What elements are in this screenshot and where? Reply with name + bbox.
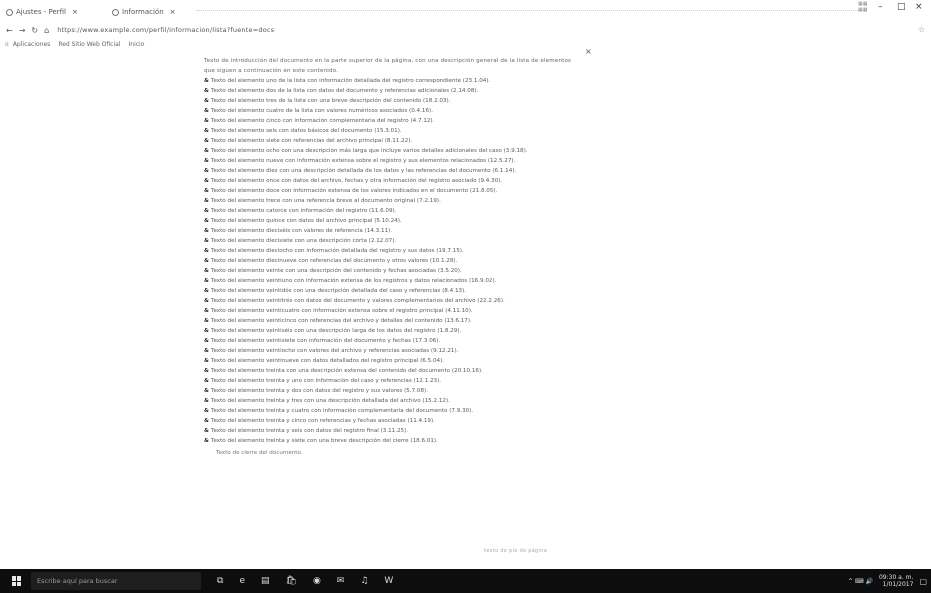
list-item-text: Texto del elemento doce con información extensa de los valores indicados en el documento (21.8.05). [211, 188, 498, 194]
task-view-icon[interactable]: ⧉ [217, 576, 224, 586]
clock-date: 1/01/2017 [882, 581, 914, 588]
list-bullet: & [204, 198, 209, 204]
list-item-text: Texto del elemento treinta y cuatro con información complementaria del documento (7.9.30). [211, 408, 474, 414]
list-item-text: Texto del elemento diecisiete con una descripción corta (2.12.07). [211, 238, 397, 244]
tab-favicon-icon [112, 9, 119, 16]
back-icon[interactable]: ← [6, 25, 13, 35]
address-bar [0, 22, 931, 38]
list-item-text: Texto del elemento quince con datos del archivo principal (5.10.24). [211, 218, 402, 224]
list-bullet: & [204, 418, 209, 424]
list-item [204, 86, 584, 96]
list-item [204, 246, 584, 256]
list-item [204, 226, 584, 236]
footer-note: texto de pie de página [484, 548, 548, 554]
list-item [204, 136, 584, 146]
list-bullet: & [204, 298, 209, 304]
list-bullet: & [204, 258, 209, 264]
list-item-text: Texto del elemento treinta y siete con una breve descripción del cierre (18.6.01). [211, 438, 438, 444]
list-item [204, 256, 584, 266]
system-tray [848, 569, 927, 593]
list-item-text: Texto del elemento tres de la lista con una breve descripción del contenido (18.2.03). [211, 98, 451, 104]
list-item [204, 116, 584, 126]
list-item-text: Texto del elemento trece con una referencia breve al documento original (7.2.19). [211, 198, 441, 204]
list-bullet: & [204, 158, 209, 164]
list-item-text: Texto del elemento catorce con información del registro (11.6.09). [211, 208, 397, 214]
list-item-text: Texto del elemento diecinueve con referencias del documento y otros valores (10.1.28). [211, 258, 458, 264]
list-item-text: Texto del elemento nueve con información extensa sobre el registro y sus elementos relacionados (12.5.27). [211, 158, 516, 164]
list-item-text: Texto del elemento treinta y cinco con referencias y fechas asociadas (11.4.19). [211, 418, 435, 424]
list-item-text: Texto del elemento veinticuatro con información extensa sobre el registro principal (4.11.10). [211, 308, 473, 314]
tab-title: Ajustes - Perfil [16, 8, 67, 16]
list-bullet: & [204, 358, 209, 364]
list-bullet: & [204, 168, 209, 174]
list-item [204, 196, 584, 206]
bookmark-site[interactable]: Red Sitio Web Oficial [58, 40, 121, 48]
tab-favicon-icon [6, 9, 13, 16]
forward-icon[interactable]: → [18, 25, 26, 35]
list-bullet: & [204, 288, 209, 294]
list-item-text: Texto del elemento veintisiete con información del documento y fechas (17.3.06). [211, 338, 441, 344]
list-item [204, 336, 584, 346]
list-bullet: & [204, 278, 209, 284]
list-item-text: Texto del elemento dieciocho con información detallada del registro y sus datos (19.7.15). [211, 248, 464, 254]
list-bullet: & [204, 148, 209, 154]
list-item [204, 76, 584, 86]
reload-icon[interactable]: ↻ [31, 25, 39, 35]
list-item-text: Texto del elemento siete con referencias del archivo principal (8.11.22). [211, 138, 413, 144]
clock[interactable] [879, 574, 913, 588]
browser-tab-bar [0, 0, 931, 22]
list-item [204, 416, 584, 426]
list-item-text: Texto del elemento dos de la lista con datos del documento y referencias adicionales (2.14.08). [211, 88, 479, 94]
list-item [204, 96, 584, 106]
list-item [204, 296, 584, 306]
edge-icon[interactable]: e [239, 576, 245, 586]
list-item [204, 346, 584, 356]
list-bullet: & [204, 398, 209, 404]
minimize-button[interactable]: – [878, 2, 883, 12]
list-item-text: Texto del elemento seis con datos básicos del documento (15.3.01). [211, 128, 402, 134]
list-bullet: & [204, 98, 209, 104]
list-item-text: Texto del elemento veintinueve con datos detallados del registro principal (6.5.04). [211, 358, 445, 364]
list-bullet: & [204, 208, 209, 214]
bookmark-star-icon[interactable]: ☆ [918, 25, 926, 34]
list-bullet: & [204, 248, 209, 254]
list-bullet: & [204, 238, 209, 244]
list-bullet: & [204, 118, 209, 124]
list-item [204, 286, 584, 296]
list-item-text: Texto del elemento dieciséis con valores de referencia (14.3.11). [211, 228, 393, 234]
store-icon[interactable]: 🛍 [285, 576, 297, 586]
word-icon[interactable]: W [384, 576, 394, 586]
list-item [204, 376, 584, 386]
list-item [204, 206, 584, 216]
list-item [204, 186, 584, 196]
list-item-text: Texto del elemento once con datos del archivo, fechas y otra información del registro asociado (9.4.30). [211, 178, 503, 184]
tab-info[interactable] [112, 4, 208, 20]
tab-title: Información [122, 8, 164, 16]
mail-icon[interactable]: ✉ [336, 576, 345, 586]
list-item-text: Texto del elemento veintidós con una descripción detallada del caso y referencias (8.4.13). [211, 288, 467, 294]
list-item-text: Texto del elemento cinco con información complementaria del registro (4.7.12). [211, 118, 435, 124]
list-bullet: & [204, 128, 209, 134]
list-item-text: Texto del elemento veintitrés con datos del documento y valores complementarios del archivo (22.2.26). [211, 298, 505, 304]
list-item-text: Texto del elemento veintiocho con valores del archivo y referencias asociadas (9.12.21). [211, 348, 459, 354]
taskbar-search-input[interactable]: Escribe aquí para buscar [31, 572, 201, 590]
list-item-text: Texto del elemento treinta y uno con información del caso y referencias (12.1.23). [211, 378, 442, 384]
bookmark-apps[interactable]: Aplicaciones [12, 40, 51, 48]
list-item [204, 236, 584, 246]
list-item [204, 146, 584, 156]
list-item-text: Texto del elemento veintiuno con información extensa de los registros y datos relacionados (16.9.02). [211, 278, 497, 284]
windows-start-icon[interactable] [12, 576, 22, 586]
list-bullet: & [204, 138, 209, 144]
list-item [204, 306, 584, 316]
list-bullet: & [204, 428, 209, 434]
list-bullet: & [204, 438, 209, 444]
list-item-text: Texto del elemento uno de la lista con información detallada del registro correspondiente (23.1.04). [211, 78, 491, 84]
list-item-text: Texto del elemento veintiséis con una descripción larga de los datos del registro (1.8.29). [211, 328, 462, 334]
list-bullet: & [204, 378, 209, 384]
tab-strip-divider [196, 10, 866, 11]
taskbar [0, 569, 931, 593]
list-item [204, 366, 584, 376]
list-item-text: Texto del elemento veinte con una descripción del contenido y fechas asociadas (3.5.20). [211, 268, 462, 274]
list-item [204, 166, 584, 176]
notifications-icon[interactable]: ▢ [919, 576, 927, 586]
url-field[interactable]: https://www.example.com/perfil/informacion/lista?fuente=docs [57, 26, 275, 34]
list-bullet: & [204, 308, 209, 314]
list-bullet: & [204, 188, 209, 194]
list-bullet: & [204, 218, 209, 224]
list-bullet: & [204, 78, 209, 84]
bookmark-home[interactable]: Inicio [128, 40, 145, 48]
list-item-text: Texto del elemento treinta con una descripción extensa del contenido del documento (20.10.16). [211, 368, 483, 374]
list-bullet: & [204, 348, 209, 354]
list-bullet: & [204, 388, 209, 394]
list-bullet: & [204, 368, 209, 374]
clock-time: 09:30 a. m. [878, 574, 914, 581]
closing-line: Texto de cierre del documento. [216, 450, 303, 456]
list-item-text: Texto del elemento treinta y tres con una descripción detallada del archivo (15.2.12). [211, 398, 450, 404]
item-list [204, 76, 584, 446]
list-item [204, 396, 584, 406]
list-bullet: & [204, 268, 209, 274]
tray-icons[interactable]: ^ ⌨ 🔊 [848, 577, 873, 585]
list-item [204, 356, 584, 366]
close-window-button[interactable]: × [915, 2, 923, 12]
list-item-text: Texto del elemento treinta y dos con datos del registro y sus valores (5.7.08). [211, 388, 429, 394]
intro-paragraph: Texto de introducción del documento en la parte superior de la página, con una descripción general de la lista de elementos que siguen a continuación en este contenido. [204, 58, 572, 74]
list-item [204, 326, 584, 336]
bookmarks-bar [0, 38, 931, 50]
home-icon[interactable]: ⌂ [44, 25, 50, 35]
list-bullet: & [204, 328, 209, 334]
list-item [204, 176, 584, 186]
document-content [204, 56, 584, 458]
list-bullet: & [204, 338, 209, 344]
list-bullet: & [204, 178, 209, 184]
chrome-icon[interactable]: ◉ [312, 576, 321, 586]
list-bullet: & [204, 108, 209, 114]
list-item [204, 406, 584, 416]
list-item [204, 156, 584, 166]
tab-profile[interactable] [6, 4, 118, 20]
profile-icon[interactable]: ▦▦ ▦▦ [858, 1, 868, 13]
taskbar-pinned-apps [201, 576, 393, 586]
tab-close-icon[interactable]: × [169, 8, 176, 16]
list-item [204, 216, 584, 226]
list-item [204, 106, 584, 116]
list-bullet: & [204, 318, 209, 324]
folder-icon[interactable]: ▤ [260, 576, 270, 586]
list-item [204, 126, 584, 136]
media-icon[interactable]: ♫ [360, 576, 369, 586]
maximize-button[interactable]: □ [897, 2, 906, 12]
list-item [204, 276, 584, 286]
list-item [204, 426, 584, 436]
page-close-icon[interactable]: × [585, 47, 592, 56]
list-item-text: Texto del elemento diez con una descripción detallada de los datos y las referencias del documento (6.1.14). [211, 168, 517, 174]
list-item-text: Texto del elemento cuatro de la lista con valores numéricos asociados (0.4.16). [211, 108, 433, 114]
list-item [204, 436, 584, 446]
list-item-text: Texto del elemento ocho con una descripción más larga que incluye varios detalles adicionales del caso (3.9.18). [211, 148, 528, 154]
list-item [204, 266, 584, 276]
apps-icon[interactable]: ⁞⁞ [5, 40, 9, 48]
list-item [204, 316, 584, 326]
list-bullet: & [204, 228, 209, 234]
list-item-text: Texto del elemento treinta y seis con datos del registro final (3.11.25). [211, 428, 409, 434]
tab-close-icon[interactable]: × [72, 8, 78, 16]
list-bullet: & [204, 88, 209, 94]
list-item-text: Texto del elemento veinticinco con referencias del archivo y detalles del contenido (13.6.17). [211, 318, 472, 324]
list-bullet: & [204, 408, 209, 414]
list-item [204, 386, 584, 396]
